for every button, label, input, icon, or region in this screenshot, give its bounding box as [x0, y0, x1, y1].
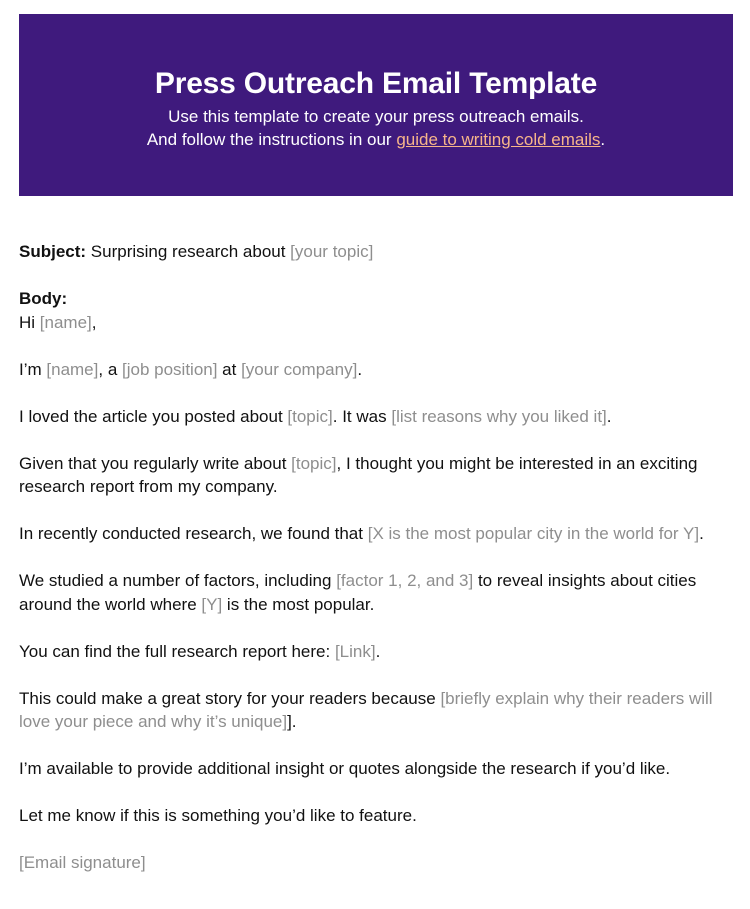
placeholder-name: [name]	[39, 312, 92, 332]
placeholder-topic: [topic]	[287, 406, 333, 426]
placeholder-signature: [Email signature]	[19, 853, 146, 872]
subject-label: Subject:	[19, 242, 87, 261]
intro-text: .	[357, 359, 363, 379]
placeholder-reasons: [list reasons why you liked it]	[391, 406, 607, 426]
greeting-post: ,	[91, 312, 97, 332]
placeholder-topic: [topic]	[291, 453, 337, 473]
placeholder-name: [name]	[46, 359, 99, 379]
loved-text: . It was	[332, 406, 392, 426]
page-title: Press Outreach Email Template	[154, 67, 598, 100]
header-line-2-suffix: .	[600, 130, 606, 149]
placeholder-link: [Link]	[334, 641, 376, 661]
given-text: , I thought you might be interested in an exciting research report from my company.	[19, 453, 698, 496]
studied-text: to reveal insights about cities around the world where	[19, 571, 697, 614]
research-paragraph	[19, 522, 733, 546]
subject-line	[19, 240, 733, 264]
story-paragraph	[19, 687, 733, 734]
placeholder-topic: [your topic]	[290, 242, 374, 261]
studied-paragraph	[19, 569, 733, 616]
template-header	[19, 14, 733, 196]
intro-text: at	[217, 359, 242, 379]
story-text: This could make a great story for your readers because	[19, 688, 441, 708]
story-text: ].	[287, 712, 297, 731]
intro-text: I’m	[19, 359, 47, 379]
placeholder-finding: [X is the most popular city in the world for Y]	[367, 524, 700, 543]
report-text: You can find the full research report here:	[19, 641, 335, 661]
intro-text: , a	[98, 359, 122, 379]
intro-paragraph	[19, 358, 733, 382]
loved-text: .	[606, 406, 612, 426]
placeholder-factors: [factor 1, 2, and 3]	[336, 571, 474, 590]
feature-paragraph: Let me know if this is something you’d like to feature.	[19, 806, 417, 825]
subject-text: Surprising research about	[86, 242, 291, 261]
given-paragraph	[19, 452, 733, 499]
research-text: .	[699, 524, 704, 543]
header-line-1: Use this template to create your press outreach emails.	[168, 107, 584, 126]
header-line-2-prefix: And follow the instructions in our	[146, 130, 397, 149]
loved-paragraph	[19, 405, 733, 429]
report-text: .	[375, 641, 381, 661]
guide-link[interactable]: guide to writing cold emails	[396, 130, 601, 149]
studied-text: is the most popular.	[222, 594, 375, 614]
placeholder-y: [Y]	[201, 594, 223, 614]
loved-text: I loved the article you posted about	[19, 406, 288, 426]
report-paragraph	[19, 640, 733, 664]
email-template-body	[19, 240, 733, 898]
available-paragraph: I’m available to provide additional insight or quotes alongside the research if you’d like.	[19, 759, 671, 778]
placeholder-company: [your company]	[241, 359, 358, 379]
studied-text: We studied a number of factors, including	[19, 571, 337, 590]
research-text: In recently conducted research, we found that	[19, 524, 368, 543]
body-label: Body:	[19, 289, 68, 308]
header-subtitle	[19, 105, 733, 151]
greeting-pre: Hi	[19, 312, 40, 332]
placeholder-explanation: [briefly explain why their readers will love your piece and why it’s unique]	[19, 688, 713, 731]
body-section	[19, 287, 733, 334]
given-text: Given that you regularly write about	[19, 453, 292, 473]
placeholder-job-position: [job position]	[122, 359, 218, 379]
